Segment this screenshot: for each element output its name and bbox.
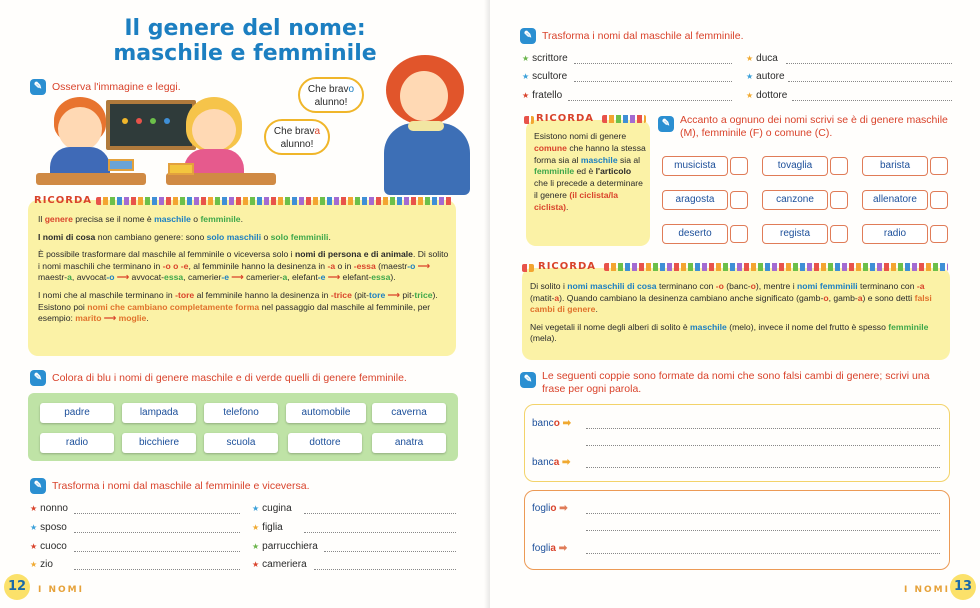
page-number-right: 13 — [950, 574, 976, 600]
fill-row[interactable]: ★ scultore — [522, 70, 732, 84]
writing-line[interactable] — [586, 530, 940, 531]
ricorda-label-left: RICORDA — [34, 195, 93, 206]
writing-line[interactable] — [586, 513, 940, 514]
transform-instruction-right — [520, 28, 744, 44]
fill-row[interactable]: ★ duca — [746, 52, 952, 66]
ricorda-p3: È possibile trasformare dal maschile al femminile o viceversa solo i nomi di persona e di animale. Di solito i nomi maschili che terminano in -o o -e, al femminile hanno la desinenza in -a o in -essa (maestr-o ⟶ maestr-a, avvocat-o ⟶ avvocat-essa, camerier-e ⟶ camerier-a, elefant-e ⟶ elefant-essa). — [38, 249, 449, 283]
comune-word-box: radio — [862, 224, 928, 244]
pencil-icon: ✎ — [520, 28, 536, 44]
comune-instruction — [658, 114, 948, 140]
transform-instruction-left — [30, 478, 310, 494]
fill-row[interactable]: ★ cameriera — [252, 558, 456, 572]
fill-row[interactable]: ★ sposo — [30, 521, 240, 535]
answer-box[interactable] — [830, 157, 848, 175]
answer-box[interactable] — [930, 157, 948, 175]
word-card[interactable]: radio — [40, 433, 114, 453]
answer-box[interactable] — [930, 191, 948, 209]
word-card[interactable]: padre — [40, 403, 114, 423]
ricorda-text-comune: Esistono nomi di genere comune che hanno la stessa forma sia al maschile sia al femminile ed è l'articolo che li precede a determinare il genere (il ciclista/la ciclista). — [534, 131, 646, 212]
fill-row[interactable]: ★ zio — [30, 558, 240, 572]
pencil-icon: ✎ — [30, 370, 46, 386]
speech-bubble-masculine: Che bravo alunno! — [298, 77, 364, 113]
fill-row[interactable]: ★ cugina — [252, 502, 456, 516]
fill-row[interactable]: ★ fratello — [522, 89, 732, 103]
pencil-icon: ✎ — [30, 79, 46, 95]
comune-instruction-text: Accanto a ognuno dei nomi scrivi se è di genere maschile (M), femminile (F) o comune (C). — [680, 114, 948, 139]
writing-line[interactable] — [586, 428, 940, 429]
ricorda2-p1: Di solito i nomi maschili di cosa terminano con -o (banc-o), mentre i nomi femminili terminano con -a (matit-a). Quando cambiano la desinenza cambiano anche significato (gamb-o, gamb-a) e sono detti falsi cambi di genere. — [530, 281, 932, 315]
ricorda-label-right: RICORDA — [538, 261, 597, 272]
page-number-left: 12 — [4, 574, 30, 600]
answer-box[interactable] — [830, 225, 848, 243]
speech-bubble-feminine: Che brava alunno! — [264, 119, 330, 155]
right-page — [490, 0, 980, 608]
ricorda-p4: I nomi che al maschile terminano in -tore al femminile hanno la desinenza in -trice (pit-tore ⟶ pit-trice). Esistono poi nomi che cambiano completamente forma nel passaggio dal maschile al femminile, per esempio: marito ⟶ moglie. — [38, 289, 438, 324]
word-card[interactable]: dottore — [288, 433, 362, 453]
pair-word: banco ➡ — [532, 418, 571, 429]
title-line-2: maschile e femminile — [113, 41, 377, 66]
ricorda-dots-left — [96, 197, 452, 205]
transform-instruction-right-text: Trasforma i nomi dal maschile al femminile. — [542, 29, 744, 42]
fill-row[interactable]: ★ cuoco — [30, 540, 240, 554]
comune-word-box: musicista — [662, 156, 728, 176]
fill-row[interactable]: ★ scrittore — [522, 52, 732, 66]
word-card[interactable]: caverna — [372, 403, 446, 423]
answer-box[interactable] — [930, 225, 948, 243]
transform-instruction-left-text: Trasforma i nomi dal maschile al femminile e viceversa. — [52, 479, 310, 492]
color-instruction-text: Colora di blu i nomi di genere maschile e di verde quelli di genere femminile. — [52, 371, 407, 384]
fill-row[interactable]: ★ autore — [746, 70, 952, 84]
fill-row[interactable]: ★ figlia — [252, 521, 456, 535]
word-card[interactable]: automobile — [286, 403, 366, 423]
writing-line[interactable] — [586, 467, 940, 468]
pencil-icon: ✎ — [520, 372, 536, 388]
writing-line[interactable] — [586, 553, 940, 554]
answer-box[interactable] — [730, 157, 748, 175]
comune-word-box: barista — [862, 156, 928, 176]
comune-word-box: regista — [762, 224, 828, 244]
word-card[interactable]: lampada — [122, 403, 196, 423]
ricorda-text-left — [38, 214, 450, 331]
word-card[interactable]: anatra — [372, 433, 446, 453]
comune-word-box: tovaglia — [762, 156, 828, 176]
fill-row[interactable]: ★ dottore — [746, 89, 952, 103]
classroom-illustration — [36, 55, 466, 195]
pencil-icon: ✎ — [658, 116, 674, 132]
title-line-1: Il genere del nome: — [124, 16, 366, 41]
sentence-box-banco — [524, 404, 950, 482]
word-card[interactable]: bicchiere — [122, 433, 196, 453]
answer-box[interactable] — [830, 191, 848, 209]
fill-row[interactable]: ★ nonno — [30, 502, 240, 516]
comune-word-box: allenatore — [862, 190, 928, 210]
footer-label-left: I NOMI — [38, 585, 84, 595]
fill-row[interactable]: ★ parrucchiera — [252, 540, 456, 554]
comune-word-box: deserto — [662, 224, 728, 244]
writing-line[interactable] — [586, 445, 940, 446]
ricorda-text-right — [530, 281, 944, 351]
pair-word: foglio ➡ — [532, 503, 568, 514]
pairs-instruction-text: Le seguenti coppie sono formate da nomi che sono falsi cambi di genere; scrivi una frase per ogni parola. — [542, 370, 930, 395]
pencil-icon: ✎ — [30, 478, 46, 494]
comune-word-box: aragosta — [662, 190, 728, 210]
chalkboard — [106, 100, 196, 150]
word-card[interactable]: telefono — [204, 403, 278, 423]
footer-label-right: I NOMI — [904, 585, 950, 595]
answer-box[interactable] — [730, 225, 748, 243]
ricorda-label-comune: RICORDA — [536, 113, 595, 124]
ricorda2-p2: Nei vegetali il nome degli alberi di solito è maschile (melo), invece il nome del frutto è spesso femminile (mela). — [530, 321, 929, 344]
answer-box[interactable] — [730, 191, 748, 209]
pair-word: foglia ➡ — [532, 543, 568, 554]
ricorda-p1: Il genere precisa se il nome è maschile o femminile. — [38, 214, 243, 224]
ricorda-p2: I nomi di cosa non cambiano genere: sono solo maschili o solo femminili. — [38, 231, 331, 242]
comune-word-box: canzone — [762, 190, 828, 210]
observe-instruction-text: Osserva l'immagine e leggi. — [52, 80, 181, 93]
color-instruction — [30, 370, 407, 386]
pair-word: banca ➡ — [532, 457, 571, 468]
pairs-instruction — [520, 370, 952, 396]
word-card[interactable]: scuola — [204, 433, 278, 453]
